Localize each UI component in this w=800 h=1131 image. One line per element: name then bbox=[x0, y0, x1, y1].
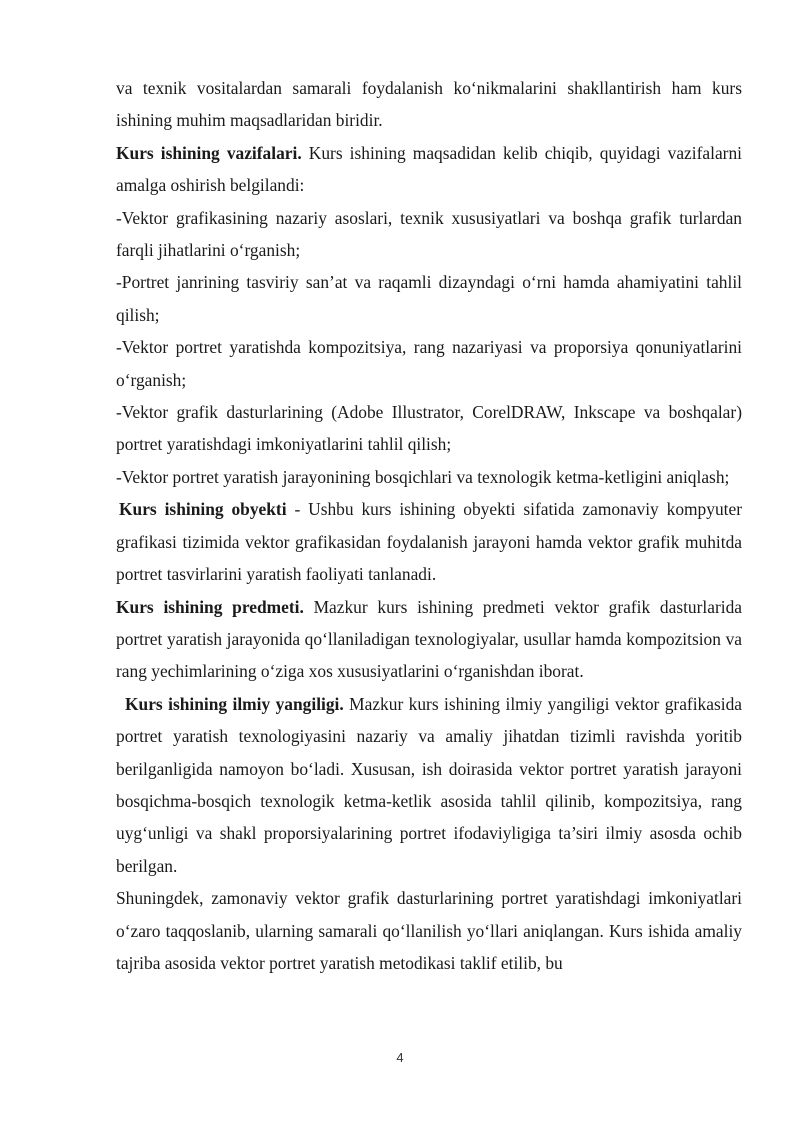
list-item bbox=[116, 461, 742, 493]
list-item bbox=[116, 202, 742, 267]
paragraph-intro bbox=[116, 72, 742, 137]
paragraph-novelty bbox=[116, 688, 742, 882]
list-item bbox=[116, 396, 742, 461]
paragraph-subject bbox=[116, 591, 742, 688]
paragraph-text: Kurs ishining maqsadidan kelib chiqib, quyidagi vazifalarni amalga oshirish belgilandi: bbox=[116, 142, 742, 196]
list-item-text: -Vektor grafikasining nazariy asoslari, texnik xususiyatlari va boshqa grafik turlardan farqli jihatlarini o‘rganish; bbox=[116, 207, 742, 261]
paragraph-text: Shuningdek, zamonaviy vektor grafik dasturlarining portret yaratishdagi imkoniyatlari o‘zaro taqqoslanib, ularning samarali qo‘llanilish yo‘llari aniqlangan. Kurs ishida amaliy tajriba asosida vektor portret yaratish metodikasi taklif etilib, bu bbox=[116, 888, 742, 973]
section-heading-novelty: Kurs ishining ilmiy yangiligi. bbox=[125, 693, 344, 714]
section-heading-tasks: Kurs ishining vazifalari. bbox=[116, 142, 302, 163]
paragraph-object bbox=[116, 493, 742, 590]
paragraph-text: - Ushbu kurs ishining obyekti sifatida zamonaviy kompyuter grafikasi tizimida vektor grafikasidan foydalanish jarayoni hamda vektor grafik muhitda portret tasvirlarini yaratish faoliyati tanlanadi. bbox=[116, 499, 742, 585]
section-heading-subject: Kurs ishining predmeti. bbox=[116, 596, 304, 617]
paragraph-text: Mazkur kurs ishining predmeti vektor grafik dasturlarida portret yaratish jarayonida qo‘llaniladigan texnologiyalar, usullar hamda kompozitsion va rang yechimlarining o‘ziga xos xususiyatlarini o‘rganishdan iborat. bbox=[116, 596, 743, 682]
paragraph-tasks bbox=[116, 137, 742, 202]
list-item-text: -Vektor portret yaratish jarayonining bosqichlari va texnologik ketma-ketligini aniqlash; bbox=[116, 466, 730, 487]
paragraph-additional bbox=[116, 882, 742, 979]
list-item-text: -Vektor grafik dasturlarining (Adobe Illustrator, CorelDRAW, Inkscape va boshqalar) portret yaratishdagi imkoniyatlarini tahlil qilish; bbox=[116, 402, 742, 455]
page-number: 4 bbox=[396, 1050, 404, 1065]
paragraph-text: va texnik vositalardan samarali foydalanish ko‘nikmalarini shakllantirish ham kurs ishining muhim maqsadlaridan biridir. bbox=[116, 78, 742, 131]
paragraph-text: Mazkur kurs ishining ilmiy yangiligi vektor grafikasida portret yaratish texnologiyasini nazariy va amaliy jihatdan tizimli ravishda yoritib berilganligida namoyon bo‘ladi. Xususan, ish doirasida vektor portret yaratish jarayoni bosqichma-bosqich texnologik ketma-ketlik asosida tahlil qilinib, kompozitsiya, rang uyg‘unligi va shakl proporsiyalarining portret ifodaviyligiga ta’siri ilmiy asosda ochib berilgan. bbox=[116, 693, 742, 876]
section-heading-object: Kurs ishining obyekti bbox=[119, 499, 287, 520]
list-item bbox=[116, 331, 742, 396]
list-item-text: -Portret janrining tasviriy san’at va raqamli dizayndagi o‘rni hamda ahamiyatini tahlil qilish; bbox=[116, 272, 742, 325]
document-page bbox=[116, 72, 742, 979]
list-item bbox=[116, 266, 742, 331]
list-item-text: -Vektor portret yaratishda kompozitsiya, rang nazariyasi va proporsiya qonuniyatlarini o‘rganish; bbox=[116, 337, 742, 390]
